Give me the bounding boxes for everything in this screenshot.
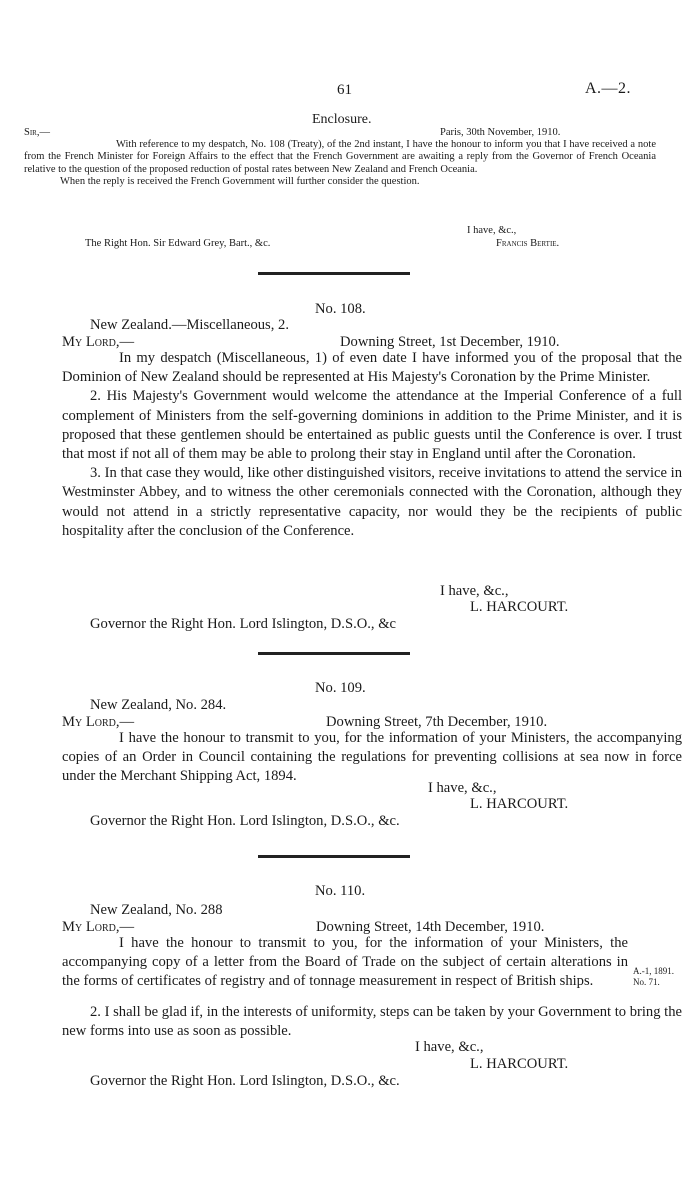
section-closing: I have, &c.,: [415, 1039, 484, 1055]
section-number: No. 109.: [315, 680, 366, 696]
margin-note-line: No. 71.: [633, 977, 660, 987]
section-reference: New Zealand, No. 288: [90, 902, 223, 918]
section-divider: [258, 652, 410, 655]
section-divider: [258, 272, 410, 275]
section-divider: [258, 855, 410, 858]
section-body: [62, 729, 682, 787]
section-signature: L. HARCOURT.: [470, 796, 569, 812]
enclosure-paragraph: With reference to my despatch, No. 108 (Treaty), of the 2nd instant, I have the honour to inform you that I have received a note from the French Minister for Foreign Affairs to the effect that the French Government are awaiting a reply from the Governor of French Oceania relative to the question of the proposed reduction of postal rates between New Zealand and French Oceania.: [24, 139, 656, 175]
section-reference: New Zealand.—Miscellaneous, 2.: [90, 317, 289, 333]
enclosure-addressee: The Right Hon. Sir Edward Grey, Bart., &c.: [85, 238, 271, 249]
section-place-date: Downing Street, 14th December, 1910.: [316, 919, 545, 935]
section-paragraph: 2. I shall be glad if, in the interests of uniformity, steps can be taken by your Government to bring the new forms into use as soon as possible.: [62, 1004, 682, 1040]
section-signature: L. HARCOURT.: [470, 599, 569, 615]
section-closing: I have, &c.,: [440, 583, 509, 599]
enclosure-salutation: Sir,—: [24, 127, 50, 138]
page-number: 61: [337, 82, 352, 98]
page-reference: A.—2.: [585, 80, 632, 97]
section-number: No. 108.: [315, 301, 366, 317]
section-paragraph: I have the honour to transmit to you, for the information of your Ministers, the accompanying copy of a letter from the Board of Trade on the subject of certain alterations in the forms of certificates of registry and of tonnage measurement in respect of British ships.: [62, 935, 628, 990]
section-salutation: My Lord,—: [62, 919, 135, 935]
section-salutation: My Lord,—: [62, 334, 135, 350]
section-addressee: Governor the Right Hon. Lord Islington, D.S.O., &c: [90, 616, 397, 632]
section-reference: New Zealand, No. 284.: [90, 697, 227, 713]
section-paragraph: In my despatch (Miscellaneous, 1) of even date I have informed you of the proposal that the Dominion of New Zealand should be represented at His Majesty's Coronation by the Prime Minister.: [62, 350, 682, 386]
section-addressee: Governor the Right Hon. Lord Islington, D.S.O., &c.: [90, 1073, 400, 1089]
enclosure-closing: I have, &c.,: [467, 225, 517, 236]
margin-note: [633, 966, 674, 988]
section-body: [62, 934, 628, 992]
margin-note-line: A.-1, 1891.: [633, 966, 674, 976]
section-paragraph: I have the honour to transmit to you, for the information of your Ministers, the accompanying copies of an Order in Council containing the regulations for preventing collisions at sea now in force under the Merchant Shipping Act, 1894.: [62, 730, 682, 785]
section-body: [62, 349, 682, 541]
enclosure-body: [24, 139, 656, 189]
enclosure-place-date: Paris, 30th November, 1910.: [440, 127, 561, 138]
section-place-date: Downing Street, 7th December, 1910.: [326, 714, 548, 730]
enclosure-paragraph: When the reply is received the French Government will further consider the question.: [60, 176, 420, 188]
section-body: [62, 1003, 682, 1041]
section-closing: I have, &c.,: [428, 780, 497, 796]
section-paragraph: 2. His Majesty's Government would welcome the attendance at the Imperial Conference of a full complement of Ministers from the self-governing dominions in addition to the Prime Minister, and it is proposed that these gentlemen should be entertained as public guests until the Conference is over. I trust that most if not all of them may be able to prolong their stay in England until after the Coronation.: [62, 388, 682, 463]
enclosure-title: Enclosure.: [312, 112, 372, 127]
section-place-date: Downing Street, 1st December, 1910.: [340, 334, 560, 350]
section-signature: L. HARCOURT.: [470, 1056, 569, 1072]
section-paragraph: 3. In that case they would, like other distinguished visitors, receive invitations to attend the service in Westminster Abbey, and to witness the other ceremonials connected with the Coronation, although they would not attend in a strictly representative capacity, nor would they be the recipients of public hospitality after the conclusion of the Conference.: [62, 465, 682, 539]
section-salutation: My Lord,—: [62, 714, 135, 730]
section-addressee: Governor the Right Hon. Lord Islington, D.S.O., &c.: [90, 813, 400, 829]
section-number: No. 110.: [315, 883, 366, 899]
enclosure-signature: Francis Bertie.: [496, 238, 560, 249]
